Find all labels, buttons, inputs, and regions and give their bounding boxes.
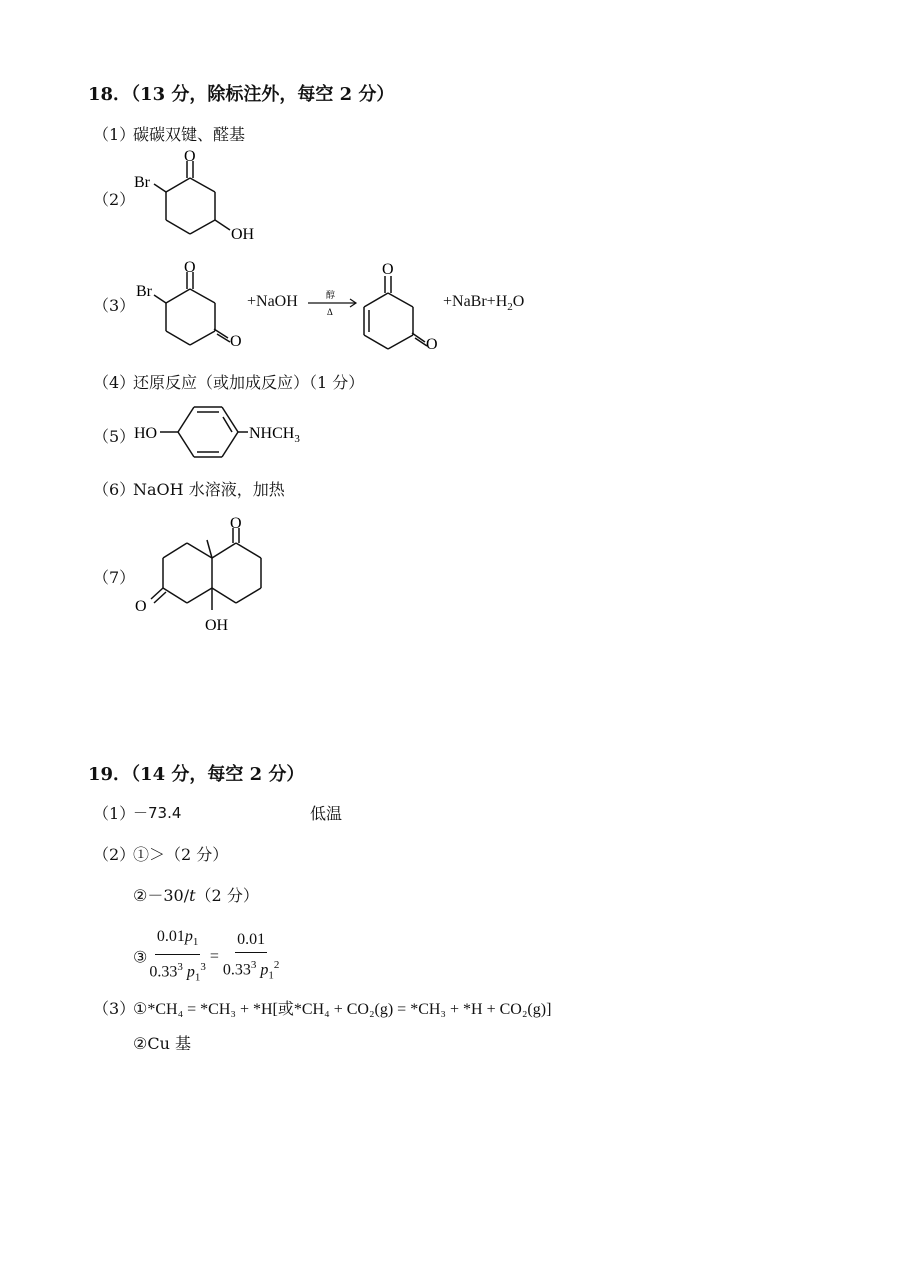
q18-6-label: （6） — [93, 480, 136, 499]
q19-1-label: （1） — [93, 804, 136, 823]
q18-3-label: （3） — [93, 296, 136, 315]
q18-4-answer: 还原反应（或加成反应）（1 分） — [133, 373, 365, 392]
arrow-condition-heat: Δ — [327, 307, 333, 317]
q18-6-answer: NaOH 水溶液，加热 — [133, 480, 285, 499]
q19-2-line1: ①＞（2 分） — [133, 845, 229, 864]
structure-cyclohexenedione — [355, 252, 455, 352]
q19-heading: 19．（14 分，每空 2 分） — [88, 764, 305, 785]
arrow-condition-alcohol: 醇 — [326, 290, 336, 300]
bromo-label: Br — [136, 283, 152, 300]
q18-5-label: （5） — [93, 427, 136, 446]
q19-1-condition: 低温 — [310, 804, 343, 823]
q18-heading: 18．（13 分，除标注外，每空 2 分） — [88, 84, 395, 105]
reaction-arrow — [306, 286, 360, 320]
structure-bromo-hydroxy-cyclohexanone — [130, 148, 270, 248]
q19-2-line2: ②－30/t（2 分） — [133, 886, 259, 905]
ketone-o-left: O — [135, 598, 147, 615]
structure-bromo-cyclohexanedione — [130, 252, 250, 352]
q19-3-label: （3） — [93, 999, 136, 1018]
carbonyl-o-top: O — [184, 259, 196, 276]
hydroxy-label: OH — [205, 617, 229, 634]
product-carbonyl-o-top: O — [382, 261, 394, 278]
q19-3-line2: ②Cu 基 — [133, 1034, 191, 1053]
q19-2-equation: ③ $\frac{0.01p_1}{0.33^3 p_1^3}$ = $\frac{0.01}{0.33^3 p_1^2}$ — [133, 927, 281, 988]
hydroxy-label: HO — [134, 425, 158, 442]
carbonyl-o: O — [184, 148, 196, 165]
q18-2-label: （2） — [93, 190, 136, 209]
fraction-left: $\frac{0.01p_1}{0.33^3 p_1^3}$ — [149, 928, 206, 984]
carbonyl-o-bottom: O — [230, 333, 242, 350]
q18-7-label: （7） — [93, 568, 136, 587]
product-carbonyl-o-bottom: O — [426, 336, 438, 352]
structure-methylaminophenol — [130, 404, 320, 464]
q18-1-label: （1） — [93, 125, 136, 144]
q19-3-line1: ①*CH₄ = *CH₃ + *H[或*CH₄ + CO₂(g) = *CH₃ + *H + CO₂(g)] — [133, 1001, 552, 1018]
hydroxy-label: OH — [231, 226, 255, 243]
bromo-label: Br — [134, 174, 150, 191]
ketone-o-top: O — [230, 515, 242, 532]
products-text: $+NaBr+H_2O$ — [443, 293, 525, 314]
q19-2-label: （2） — [93, 845, 136, 864]
structure-decalindione — [130, 510, 280, 640]
reagent-naoh: +NaOH — [247, 293, 298, 310]
methylamino-label: $NHCH_3$ — [249, 425, 300, 445]
q18-4-label: （4） — [93, 373, 136, 392]
fraction-right: $\frac{0.01}{0.33^3 p_1^2}$ — [222, 930, 280, 982]
q19-1-value: －73.4 — [133, 804, 182, 822]
q18-1-answer: 碳碳双键、醛基 — [133, 125, 246, 144]
